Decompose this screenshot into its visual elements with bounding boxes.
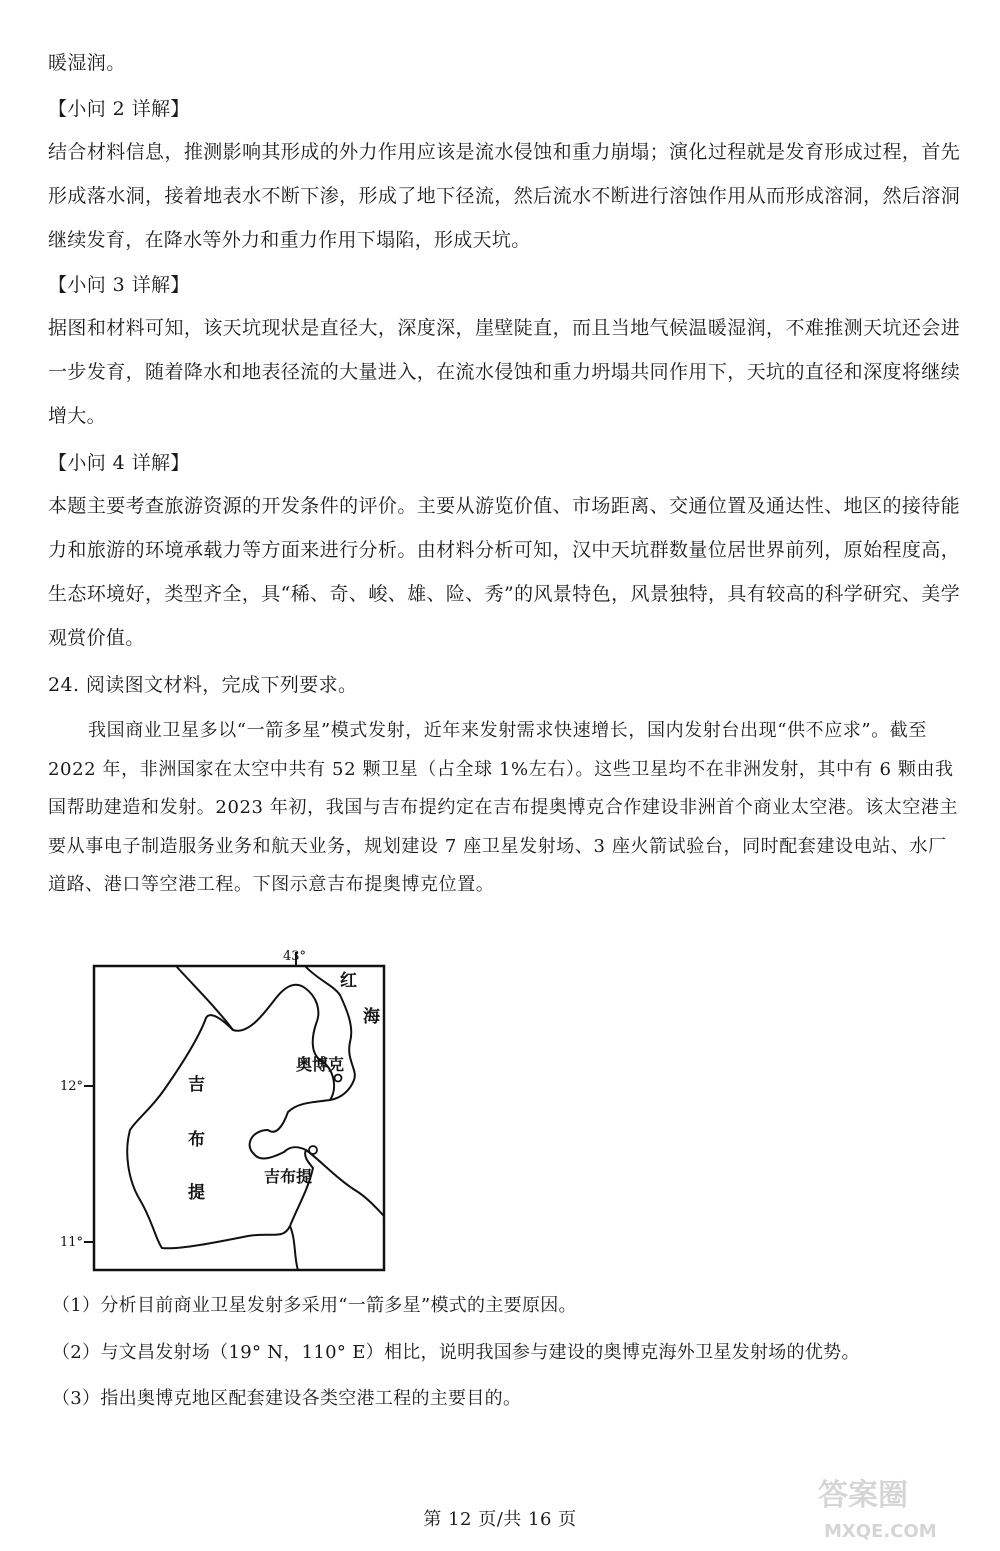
- sub-question-1: （1）分析目前商业卫星发射多采用“一箭多星”模式的主要原因。: [52, 1295, 577, 1316]
- section-heading-q2: 【小问 2 详解】: [48, 98, 190, 120]
- section-heading-q4: 【小问 4 详解】: [48, 452, 190, 474]
- djibouti-location-map: [58, 940, 403, 1280]
- section-heading-q3: 【小问 3 详解】: [48, 274, 190, 296]
- answer-paragraph-q4: 本题主要考查旅游资源的开发条件的评价。主要从游览价值、市场距离、交通位置及通达性、地区的接待能力和旅游的环境承载力等方面来进行分析。由材料分析可知，汉中天坑群数量位居世界前列，原始程度高，生态环境好，类型齐全，具“稀、奇、峻、雄、险、秀”的风景特色，风景独特，具有较高的科学研究、美学观赏价值。: [48, 495, 960, 649]
- watermark-logo: [810, 1465, 960, 1545]
- country-label-char-3: 提: [188, 1183, 205, 1203]
- southeast-border: [306, 1150, 384, 1216]
- watermark-text-top: 答案圈: [818, 1478, 908, 1513]
- red-sea-label-1: 红: [340, 971, 357, 991]
- djibouti-city-marker: [309, 1146, 317, 1154]
- country-label-char-2: 布: [188, 1130, 205, 1150]
- djibouti-city-label: 吉布提: [264, 1167, 313, 1186]
- red-sea-label-2: 海: [363, 1007, 380, 1027]
- sub-question-3: （3）指出奥博克地区配套建设各类空港工程的主要目的。: [52, 1388, 522, 1409]
- watermark-text-bottom: MXQE.COM: [824, 1521, 937, 1542]
- latitude-label-11: 11°: [60, 1235, 84, 1250]
- page-footer: 第 12 页/共 16 页: [423, 1509, 577, 1530]
- sub-question-2: （2）与文昌发射场（19° N，110° E）相比，说明我国参与建设的奥博克海外卫星发射场的优势。: [52, 1342, 860, 1363]
- djibouti-border: [127, 985, 334, 1249]
- answer-paragraph-q3: 据图和材料可知，该天坑现状是直径大，深度深，崖壁陡直，而且当地气候温暖湿润，不难推测天坑还会进一步发育，随着降水和地表径流的大量进入，在流水侵蚀和重力坍塌共同作用下，天坑的直径和深度将继续增大。: [48, 317, 960, 427]
- south-border: [290, 1226, 298, 1270]
- country-label-char-1: 吉: [188, 1075, 205, 1095]
- obock-city-marker: [335, 1075, 342, 1082]
- question-24-material: 我国商业卫星多以“一箭多星”模式发射，近年来发射需求快速增长，国内发射台出现“供不应求”。截至 2022 年，非洲国家在太空中共有 52 颗卫星（占全球 1%左右）。这些卫星均不在非洲发射，其中有 6 颗由我国帮助建造和发射。2023 年初，我国与吉布提约定在吉布提奥博克合作建设非洲首个商业太空港。该太空港主要从事电子制造服务业务和航天业务，规划建设 7 座卫星发射场、3 座火箭试验台，同时配套建设电站、水厂道路、港口等空港工程。下图示意吉布提奥博克位置。: [48, 720, 959, 895]
- longitude-label: 43°: [283, 949, 307, 964]
- latitude-label-12: 12°: [60, 1079, 84, 1094]
- answer-paragraph-q2: 结合材料信息，推测影响其形成的外力作用应该是流水侵蚀和重力崩塌；演化过程就是发育形成过程，首先形成落水洞，接着地表水不断下渗，形成了地下径流，然后流水不断进行溶蚀作用从而形成溶洞，然后溶洞继续发育，在降水等外力和重力作用下塌陷，形成天坑。: [48, 141, 960, 251]
- map-frame: [94, 966, 384, 1270]
- obock-city-label: 奥博克: [296, 1055, 345, 1074]
- question-24-title: 24. 阅读图文材料，完成下列要求。: [48, 674, 358, 696]
- text-line: 暖湿润。: [48, 52, 126, 74]
